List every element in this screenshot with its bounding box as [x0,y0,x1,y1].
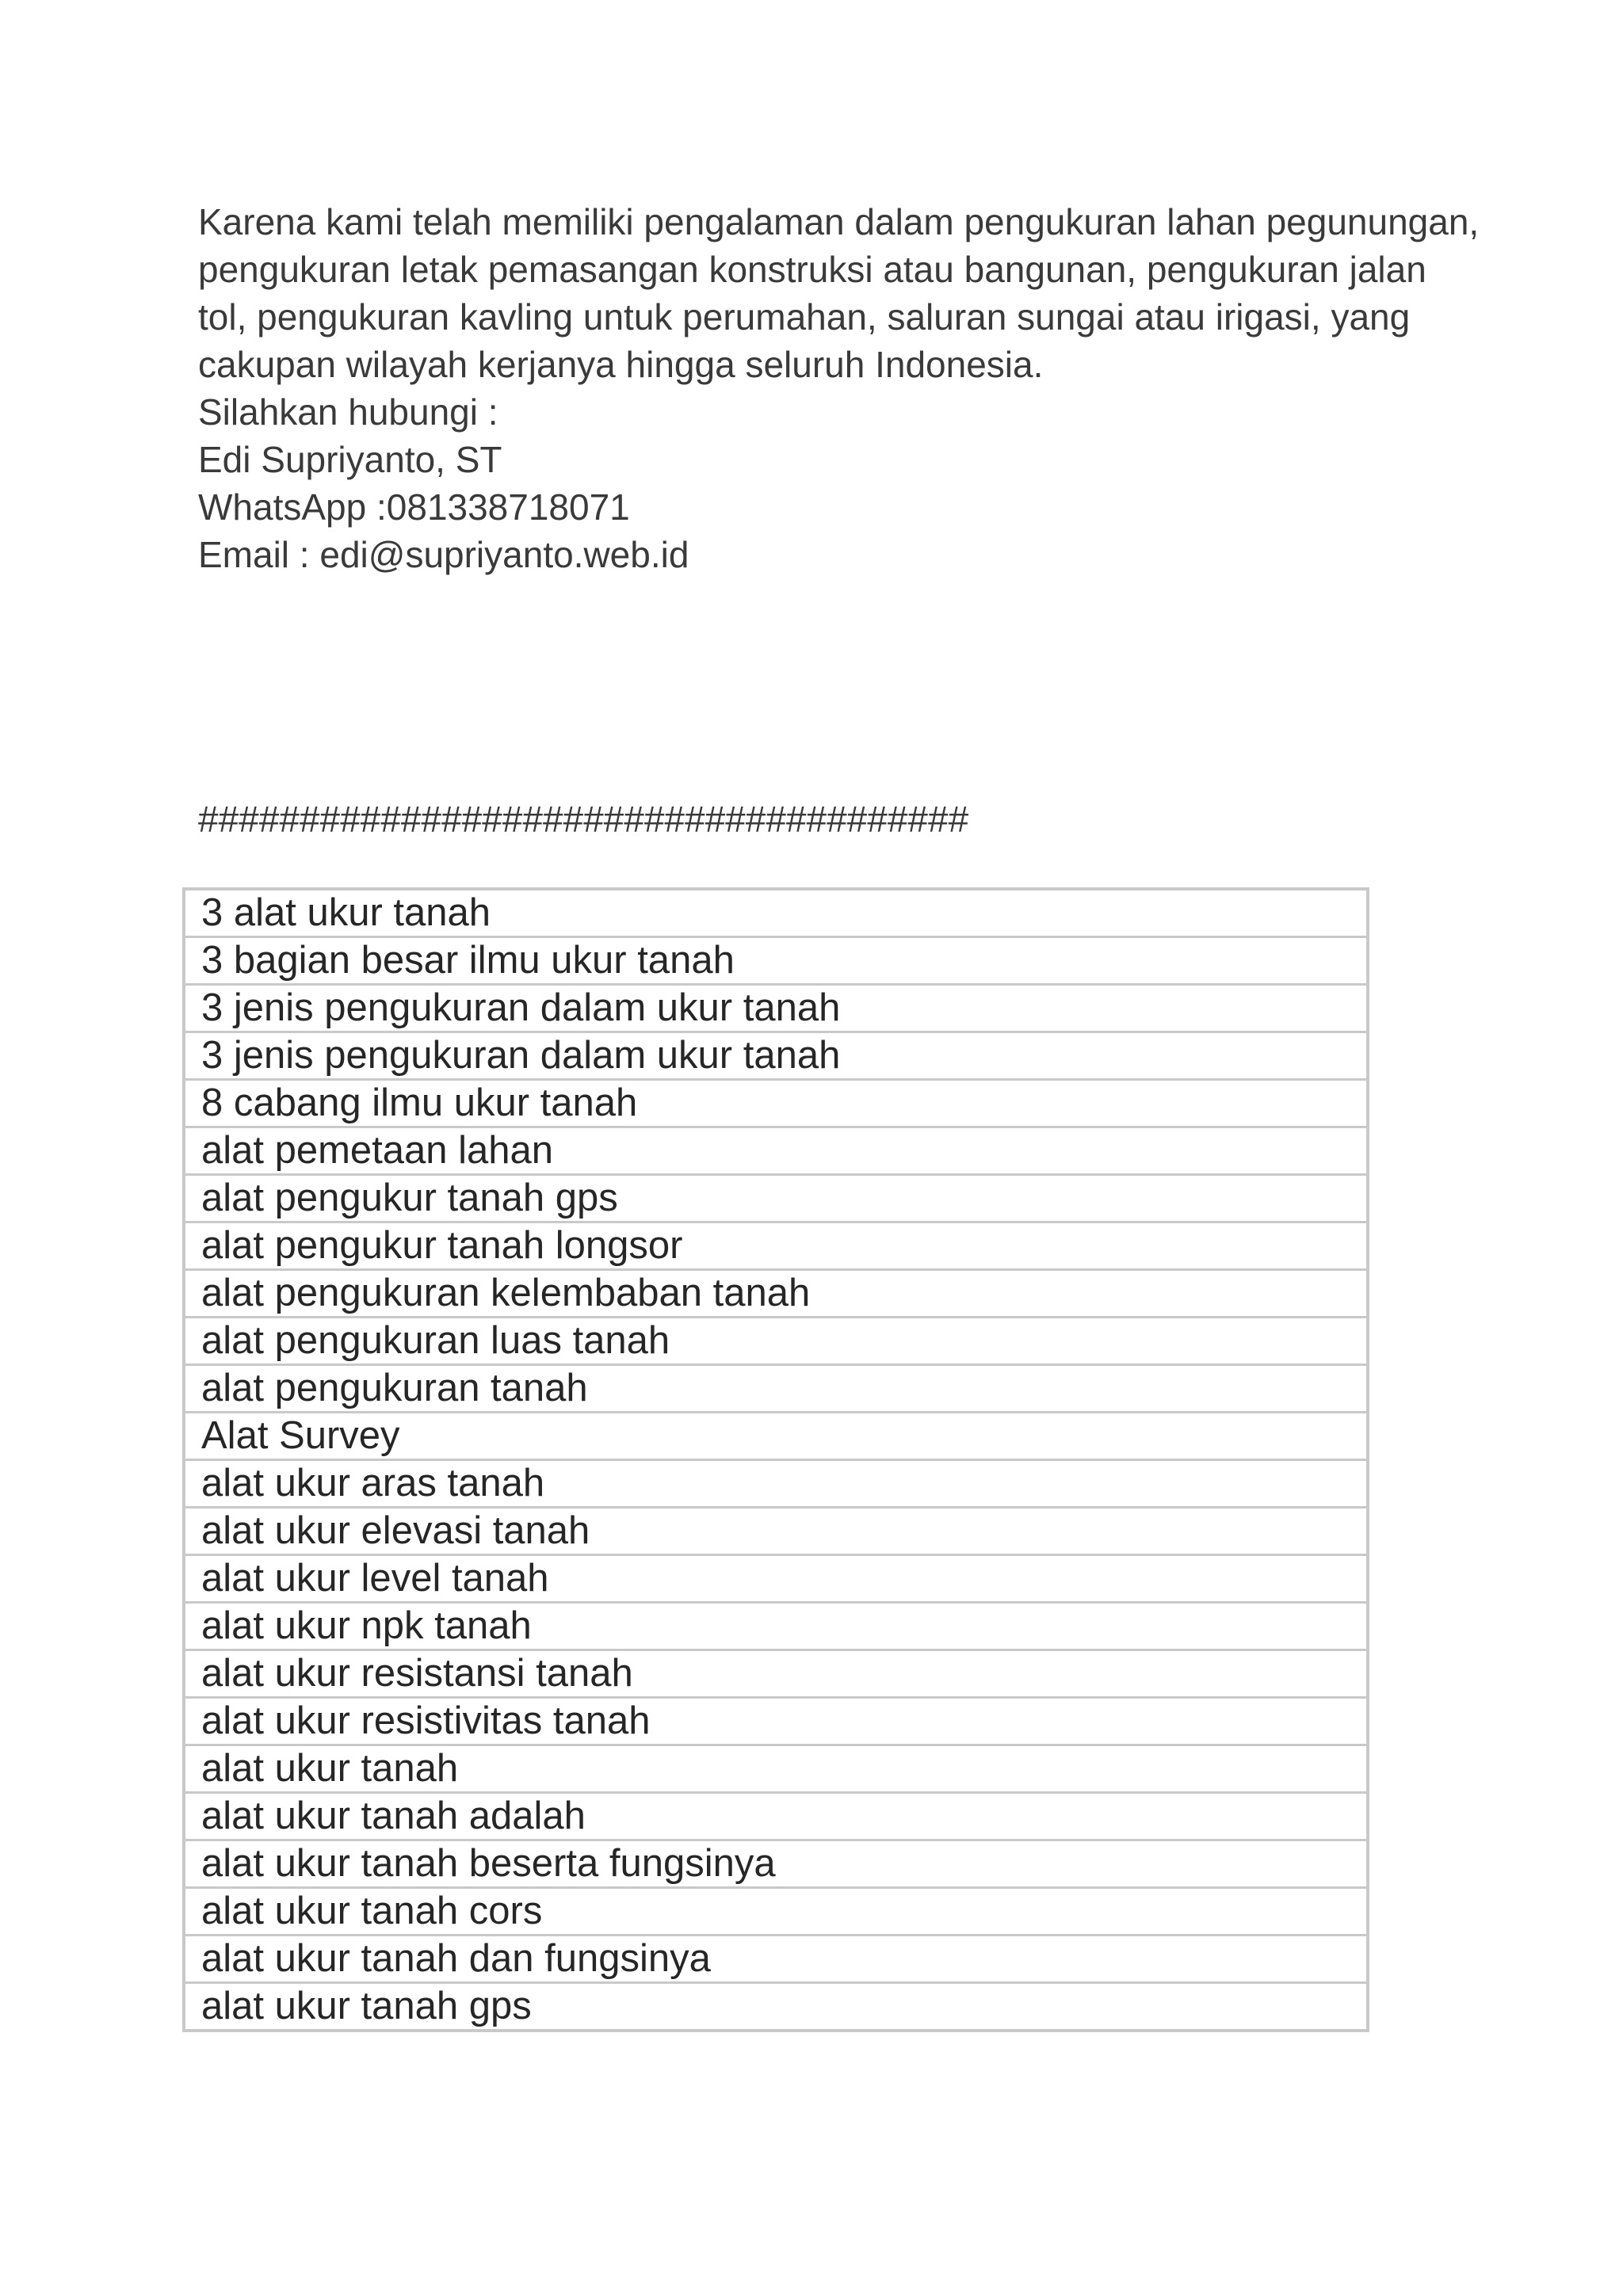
keyword-cell: alat ukur tanah gps [184,1983,1368,2031]
table-row [184,1413,1368,1460]
call-to-action: Silahkan hubungi : [198,391,498,433]
keyword-cell: alat pemetaan lahan [184,1127,1368,1175]
table-row [184,1080,1368,1127]
table-row [184,1175,1368,1222]
keyword-cell: alat pengukur tanah longsor [184,1222,1368,1270]
table-row [184,1555,1368,1603]
table-row [184,1603,1368,1650]
keyword-cell: alat ukur level tanah [184,1555,1368,1603]
keyword-cell: alat ukur aras tanah [184,1460,1368,1508]
table-row [184,1318,1368,1365]
table-row [184,1365,1368,1413]
intro-paragraph: Karena kami telah memiliki pengalaman dalam pengukuran lahan pegunungan, pengukuran letak pemasangan konstruksi atau bangunan, pengukuran jalan tol, pengukuran kavling untuk perumahan, saluran sungai atau irigasi, yang cakupan wilayah kerjanya hingga seluruh Indonesia. [198,201,1480,385]
table-row [184,1983,1368,2031]
keyword-cell: alat ukur elevasi tanah [184,1508,1368,1555]
table-row [184,1840,1368,1888]
keyword-cell: alat pengukuran kelembaban tanah [184,1270,1368,1318]
keyword-cell: alat pengukuran tanah [184,1365,1368,1413]
table-row [184,1127,1368,1175]
table-row [184,1888,1368,1936]
intro-section [198,198,1482,578]
table-row [184,1793,1368,1840]
contact-email: Email : edi@supriyanto.web.id [198,534,689,575]
keyword-table-body [184,889,1368,2031]
keyword-cell: 3 alat ukur tanah [184,889,1368,937]
keyword-cell: alat ukur resistivitas tanah [184,1698,1368,1745]
keyword-cell: alat ukur tanah [184,1745,1368,1793]
keyword-cell: alat ukur tanah cors [184,1888,1368,1936]
table-row [184,1508,1368,1555]
table-row [184,1460,1368,1508]
keyword-table [182,887,1369,2032]
contact-whatsapp: WhatsApp :081338718071 [198,486,630,528]
table-row [184,1270,1368,1318]
keyword-cell: alat ukur resistansi tanah [184,1650,1368,1698]
table-row [184,1222,1368,1270]
keyword-cell: alat ukur npk tanah [184,1603,1368,1650]
hash-separator: ###################################### [198,799,969,840]
keyword-cell: alat ukur tanah beserta fungsinya [184,1840,1368,1888]
table-row [184,1936,1368,1983]
keyword-cell: Alat Survey [184,1413,1368,1460]
keyword-cell: alat pengukuran luas tanah [184,1318,1368,1365]
table-row [184,1032,1368,1080]
table-row [184,889,1368,937]
keyword-cell: 8 cabang ilmu ukur tanah [184,1080,1368,1127]
keyword-cell: alat ukur tanah adalah [184,1793,1368,1840]
keyword-cell: alat pengukur tanah gps [184,1175,1368,1222]
keyword-cell: 3 bagian besar ilmu ukur tanah [184,937,1368,985]
keyword-cell: 3 jenis pengukuran dalam ukur tanah [184,1032,1368,1080]
keyword-cell: alat ukur tanah dan fungsinya [184,1936,1368,1983]
keyword-cell: 3 jenis pengukuran dalam ukur tanah [184,985,1368,1032]
table-row [184,1745,1368,1793]
table-row [184,985,1368,1032]
table-row [184,1698,1368,1745]
contact-name: Edi Supriyanto, ST [198,439,502,480]
table-row [184,937,1368,985]
table-row [184,1650,1368,1698]
contact-block [198,436,1482,578]
